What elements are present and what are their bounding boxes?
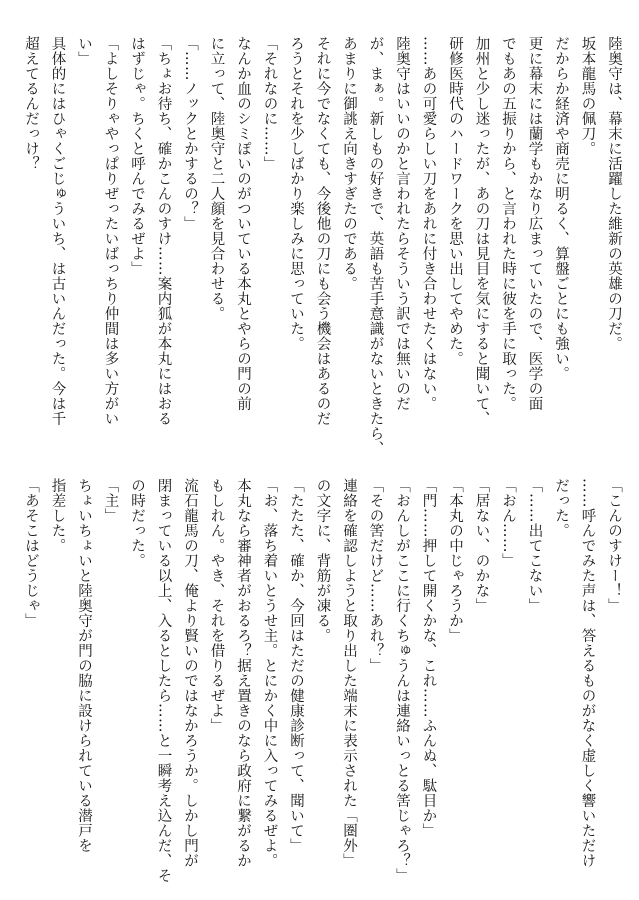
text-line: 「居ない、のかな」: [473, 478, 490, 613]
text-line: 「主」: [102, 478, 119, 523]
text-line: 陸奥守はいいのかと言われたらそういう訳では無いのだ: [394, 36, 410, 411]
text-line: ろうとそれを少しばかり楽しみに思っていた。: [288, 36, 304, 351]
text-line: 「おんしがここに行くちゅうんは連絡いっとる筈じゃろ？」: [394, 478, 410, 883]
text-line: ……呼んでみた声は、答えるものがなく虚しく響いただけ: [579, 478, 596, 868]
text-line: 超えてるんだっけ？: [23, 36, 39, 171]
text-line: なんか血のシミぽいのがついている本丸とやらの門の前: [235, 36, 251, 411]
text-line: 研修医時代のハードワークを思い出してやめた。: [447, 36, 463, 366]
bottom-text-block: [18, 478, 628, 883]
text-line: はずじゃ。ちくと呼んでみるぜよ」: [129, 36, 145, 276]
text-line: 「こんのすけー！」: [606, 478, 622, 613]
text-line: 「あそこはどうじゃ」: [23, 478, 39, 628]
text-line: 陸奥守は、幕末に活躍した維新の英雄の刀だ。: [606, 36, 622, 351]
text-line: ……あの可愛らしい刀をあれに付き合わせたくはない。: [420, 36, 437, 411]
text-line: 更に幕末には蘭学もかなり広まっていたので、医学の面: [526, 36, 543, 411]
text-line: 「お、落ち着いとうせ主。とにかく中に入ってみるぜよ。: [261, 478, 278, 868]
text-line: 加州と少し迷ったが、あの刀は見目を気にすると聞いて、: [473, 36, 490, 426]
text-line: 「ちょお待ち、確かこんのすけ……案内狐が本丸にはおる: [155, 36, 172, 426]
text-line: 具体的にはひゃくごじゅういち、は古いんだった。今は千: [49, 36, 66, 426]
text-line: 「本丸の中じゃろうか」: [447, 478, 463, 643]
text-line: 閉まっている以上、入るとしたら……と一瞬考え込んだ、そ: [155, 478, 172, 883]
text-line: 「……出てこない」: [526, 478, 543, 613]
text-line: 「たたた、確か、今回はただの健康診断って、聞いて」: [288, 478, 304, 853]
text-line: 連絡を確認しようと取り出した端末に表示された「圏外」: [341, 478, 357, 868]
text-line: 指差した。: [49, 478, 66, 553]
text-line: の時だった。: [129, 478, 145, 568]
text-line: 「……ノックとかするの？」: [182, 36, 198, 231]
text-line: に立って、陸奥守と二人顔を見合わせる。: [208, 36, 225, 321]
text-line: 「よしそりゃやっぱりぜったいばっちり仲間は多い方がい: [102, 36, 119, 426]
text-line: だった。: [553, 478, 569, 538]
text-line: 「おん……」: [500, 478, 516, 568]
text-line: それに今でなくても、今後他の刀にも会う機会はあるのだ: [314, 36, 331, 426]
text-line: 流石龍馬の刀、俺より賢いのではなかろうか。しかし門が: [182, 478, 198, 868]
text-line: あまりに御誂え向きすぎたのである。: [341, 36, 357, 291]
text-line: 「それなのに……」: [261, 36, 278, 171]
text-line: 本丸なら審神者がおるろ？据え置きのなら政府に繋がるか: [235, 478, 251, 868]
text-line: 「その筈だけど……あれ？」: [367, 478, 384, 673]
text-line: い」: [76, 36, 92, 66]
text-line: もしれん。やき、それを借りるぜよ」: [208, 478, 225, 733]
text-line: が、まぁ。新しもの好きで、英語も苦手意識がないときたら、: [367, 36, 384, 456]
text-line: 「門……押して開くかな、これ……ふんぬ、駄目か」: [420, 478, 437, 838]
text-line: ちょいちょいと陸奥守が門の脇に設けられている潜戸を: [76, 478, 92, 853]
text-line: でもあの五振りから、と言われた時に彼を手に取った。: [500, 36, 516, 411]
text-line: だからか経済や商売に明るく、算盤ごとにも強い。: [553, 36, 569, 381]
text-line: 坂本龍馬の佩刀。: [579, 36, 596, 156]
text-line: の文字に、背筋が凍る。: [314, 478, 331, 643]
top-text-block: [18, 36, 628, 456]
